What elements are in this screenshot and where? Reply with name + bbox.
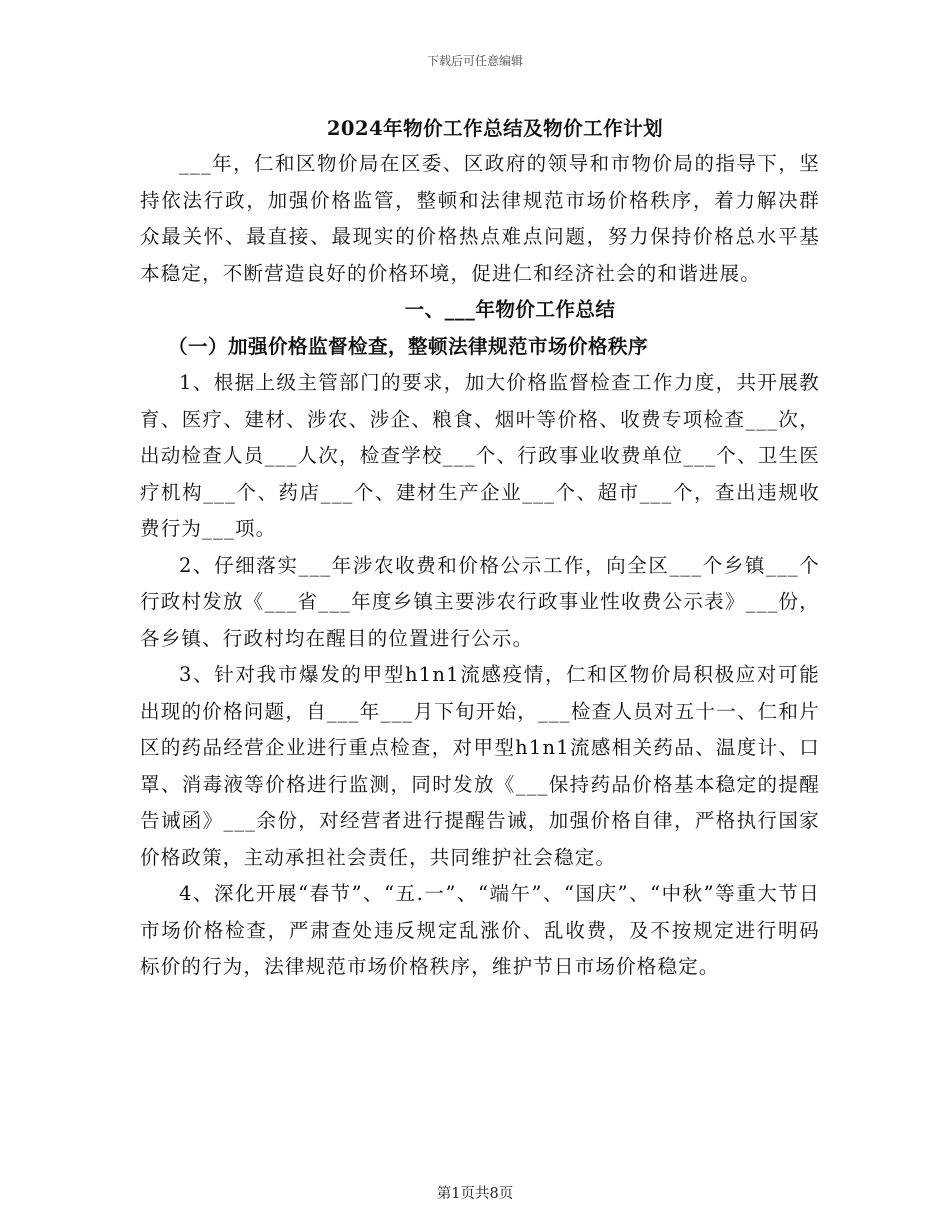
intro-paragraph: ___年，仁和区物价局在区委、区政府的领导和市物价局的指导下，坚持依法行政，加强价格监管，整顿和法律规范市场价格秩序，着力解决群众最关怀、最直接、最现实的价格热点难点问题，努力保持价格总水平基本稳定，不断营造良好的价格环境，促进仁和经济社会的和谐进展。 (140, 152, 820, 285)
header-note: 下载后可任意编辑 (426, 54, 523, 68)
paragraph-3: 3、针对我市爆发的甲型h1n1流感疫情，仁和区物价局积极应对可能出现的价格问题，自___年___月下旬开始，___检查人员对五十一、仁和片区的药品经营企业进行重点检查，对甲型h1n1流感相关药品、温度计、口罩、消毒液等价格进行监测，同时发放《___保持药品价格基本稳定的提醒告诫函》___余份，对经营者进行提醒告诫，加强价格自律，严格执行国家价格政策，主动承担社会责任，共同维护社会稳定。 (140, 663, 820, 869)
document-body (140, 112, 820, 986)
page-number: 第1页共8页 (436, 1186, 514, 1202)
subsection-heading: （一）加强价格监督检查，整顿法律规范市场价格秩序 (168, 334, 649, 358)
paragraph-4: 4、深化开展“春节”、“五.一”、“端午”、“国庆”、“中秋”等重大节日市场价格检查，严肃查处违反规定乱涨价、乱收费，及不按规定进行明码标价的行为，法律规范市场价格秩序，维护节日市场价格稳定。 (140, 882, 820, 978)
section-heading: 一、___年物价工作总结 (404, 298, 616, 321)
document-title: 2024年物价工作总结及物价工作计划 (326, 117, 664, 140)
paragraph-1: 1、根据上级主管部门的要求，加大价格监督检查工作力度，共开展教育、医疗、建材、涉农、涉企、粮食、烟叶等价格、收费专项检查___次，出动检查人员___人次，检查学校___个、行政事业收费单位___个、卫生医疗机构___个、药店___个、建材生产企业___个、超市___个，查出违规收费行为___项。 (140, 371, 820, 540)
paragraph-2: 2、仔细落实___年涉农收费和价格公示工作，向全区___个乡镇___个行政村发放《___省___年度乡镇主要涉农行政事业性收费公示表》___份，各乡镇、行政村均在醒目的位置进行公示。 (140, 553, 820, 650)
